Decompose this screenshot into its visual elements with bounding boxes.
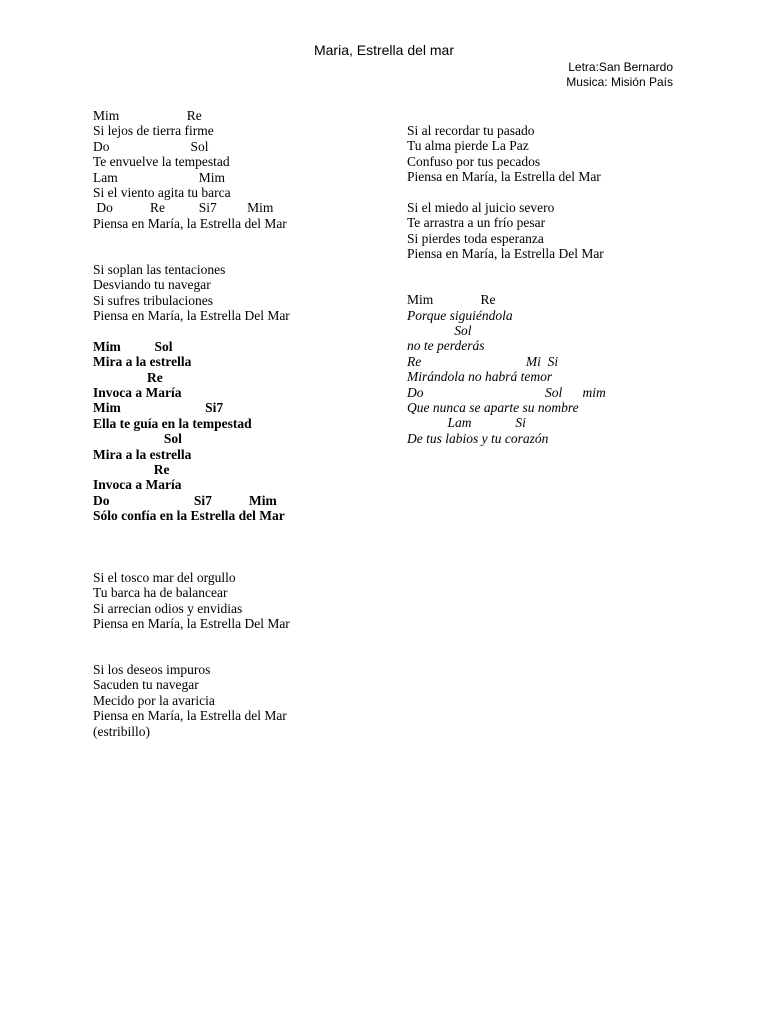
lyric-line [93,231,393,246]
lyric-line: Si al recordar tu pasado [407,123,535,138]
lyric-line: Do Sol mim [407,384,606,400]
lyric-line: Si el tosco mar del orgullo [93,569,236,585]
lyric-line [93,554,393,569]
lyric-line: Mim Re [407,292,496,308]
credits [566,60,673,90]
lyric-line: Sol [93,431,182,447]
lyric-line: Piensa en María, la Estrella del Mar [93,708,287,724]
lyric-line: Confuso por tus pecados [407,153,541,169]
lyric-line [93,323,393,338]
lyric-line: Te arrastra a un frío pesar [407,215,546,231]
lyric-line: Si el viento agita tu barca [93,184,231,200]
lyric-line: Invoca a María [93,477,182,493]
lyric-line: Si lejos de tierra firme [93,123,214,139]
lyric-line: Ella te guía en la tempestad [93,415,252,431]
lyric-line: Mim Re [93,108,202,123]
lyric-line: Piensa en María, la Estrella del Mar [93,215,287,231]
lyric-line: Do Re Si7 Mim [93,200,274,216]
lyric-line [407,277,707,292]
lyric-line: Lam Si [407,415,526,431]
lyric-line: (estribillo) [93,723,150,739]
lyric-line: Mecido por la avaricia [93,692,215,708]
lyric-line: Mira a la estrella [93,354,192,370]
lyric-line [93,647,393,662]
lyric-line: Desviando tu navegar [93,277,211,293]
lyric-line: Porque siguiéndola [407,307,513,323]
lyric-line: Si los deseos impuros [93,662,211,678]
lyric-line: Si sufres tribulaciones [93,292,213,308]
lyric-line [93,524,393,539]
lyric-line: Sólo confía en la Estrella del Mar [93,508,285,524]
lyric-line: Mim Sol [93,338,173,354]
lyric-line: Si pierdes toda esperanza [407,230,544,246]
lyric-line: Re [93,461,170,477]
lyric-line: Si soplan las tentaciones [93,261,226,277]
lyric-line [93,247,393,262]
lyric-line [407,185,707,200]
right-lyrics-column [407,123,707,446]
lyric-line [93,539,393,554]
music-credit: Musica: Misión País [566,75,673,89]
lyric-line: Piensa en María, la Estrella Del Mar [93,615,290,631]
lyrics-credit: Letra:San Bernardo [568,60,673,74]
lyric-line: Re Mi Si [407,353,559,369]
lyric-line: Do Sol [93,138,209,154]
lyric-line: no te perderás [407,338,485,354]
lyric-line: Mirándola no habrá temor [407,369,553,385]
lyric-line: Sol [407,323,472,339]
lyric-line: Tu alma pierde La Paz [407,138,529,154]
left-lyrics-column [93,108,393,739]
lyric-line: Piensa en María, la Estrella Del Mar [93,308,290,324]
lyric-line [93,631,393,646]
lyric-line: Do Si7 Mim [93,492,277,508]
lyric-line: Mim Si7 [93,400,224,416]
song-title: Maria, Estrella del mar [313,42,455,58]
lyric-line: Piensa en María, la Estrella Del Mar [407,246,604,262]
lyric-line [407,262,707,277]
lyric-line: Piensa en María, la Estrella del Mar [407,169,601,185]
lyric-line: Mira a la estrella [93,446,192,462]
lyric-line: Que nunca se aparte su nombre [407,400,579,416]
lyric-line: Lam Mim [93,169,225,185]
lyric-line: Tu barca ha de balancear [93,585,228,601]
lyric-line: De tus labios y tu corazón [407,430,549,446]
lyric-line: Si el miedo al juicio severo [407,199,555,215]
lyric-line: Invoca a María [93,385,182,401]
lyric-line: Si arrecian odios y envidias [93,600,243,616]
lyric-line: Te envuelve la tempestad [93,154,230,170]
lyric-line: Re [93,369,163,385]
lyric-line: Sacuden tu navegar [93,677,199,693]
